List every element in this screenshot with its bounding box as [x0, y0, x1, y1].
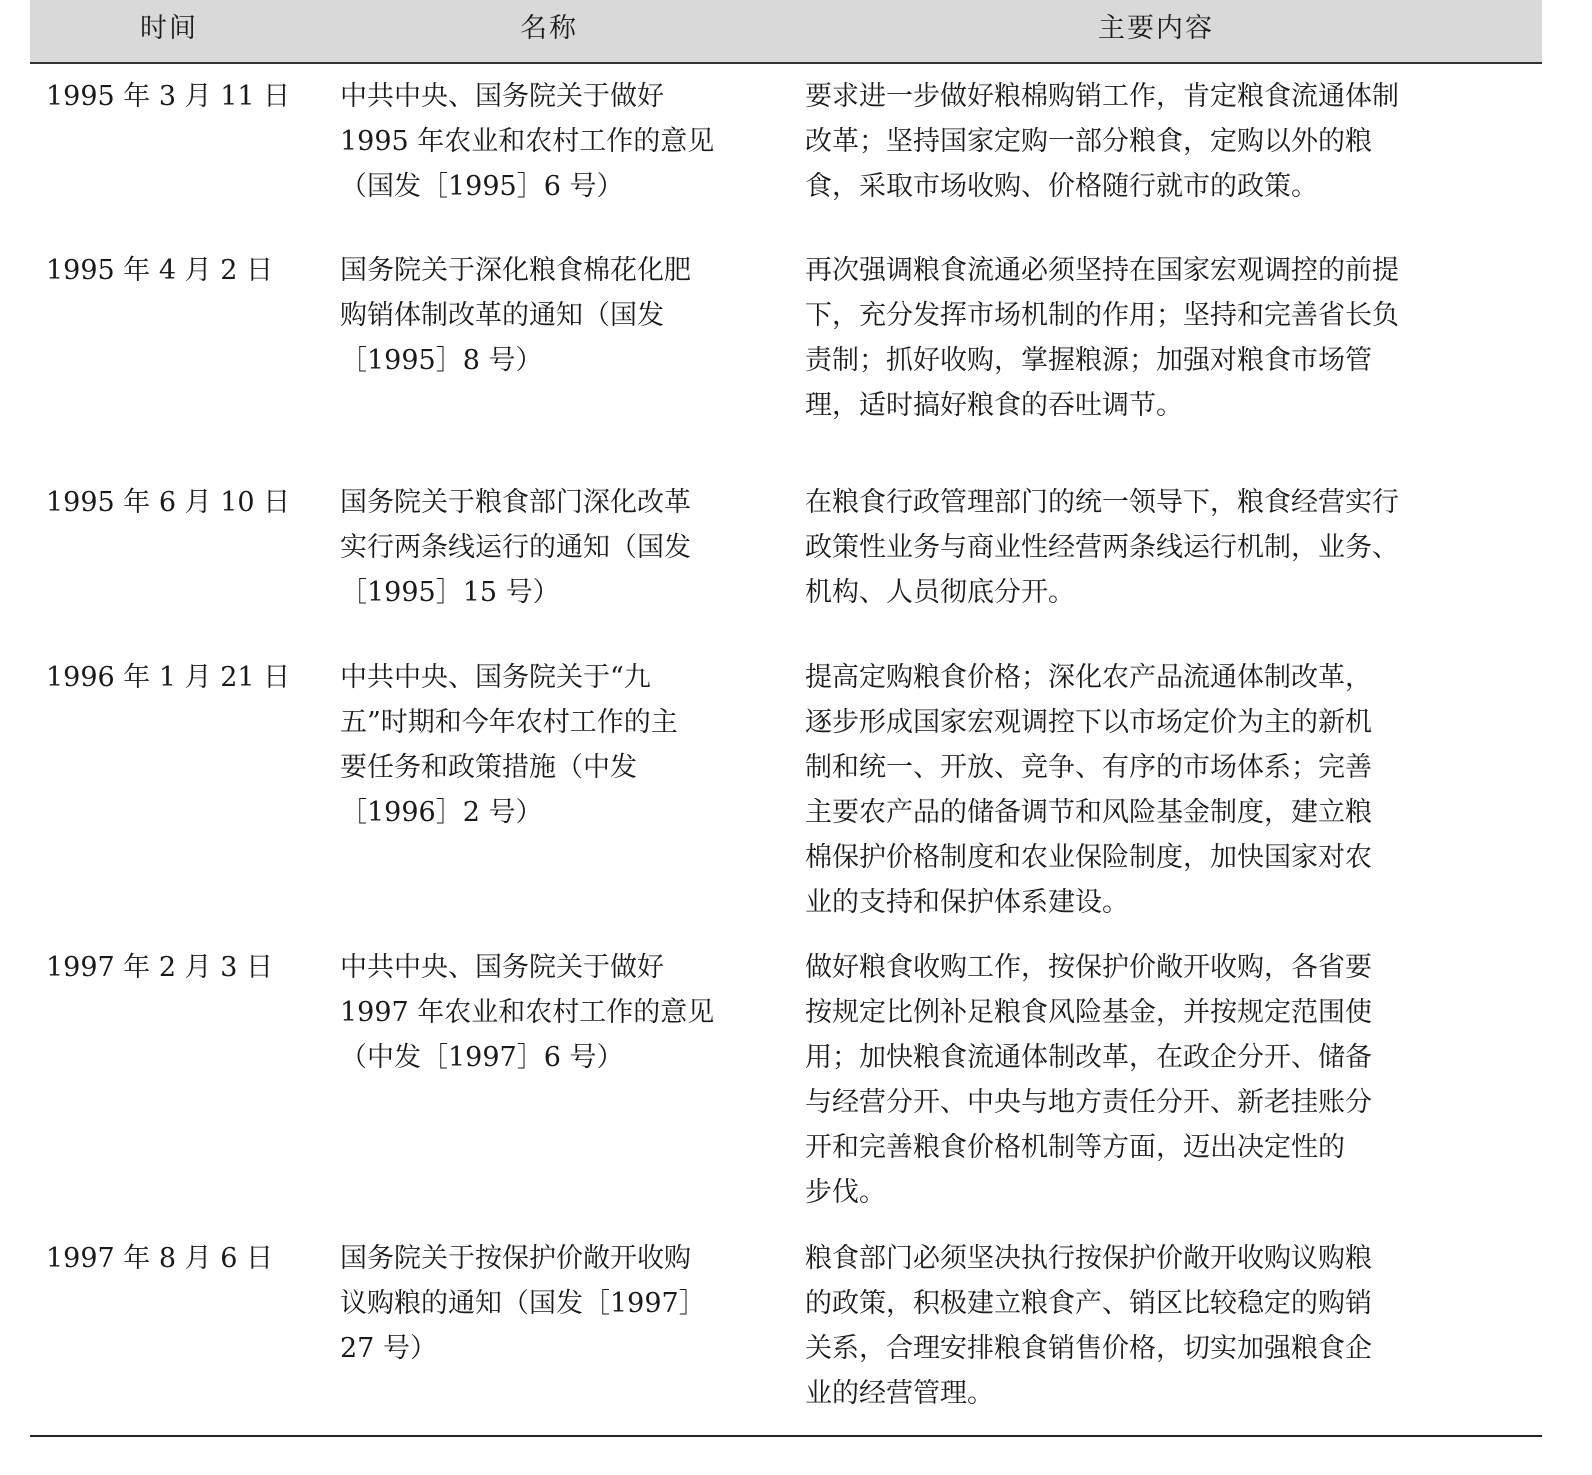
row-content: 提高定购粮食价格；深化农产品流通体制改革， 逐步形成国家宏观调控下以市场定价为主的新机 制和统一、开放、竞争、有序的市场体系；完善 主要农产品的储备调节和风险基金制度，建立粮 棉保护价格制度和农业保险制度，加快国家对农 业的支持和保护体系建设。 [805, 662, 1372, 918]
row-date: 1996 年 1 月 21 日 [46, 662, 291, 693]
row-date: 1995 年 6 月 10 日 [46, 487, 291, 518]
row-content: 粮食部门必须坚决执行按保护价敞开收购议购粮 的政策，积极建立粮食产、销区比较稳定的购销 关系，合理安排粮食销售价格，切实加强粮食企 业的经营管理。 [805, 1243, 1372, 1409]
row-title: 国务院关于深化粮食棉花化肥 购销体制改革的通知（国发 ［1995］8 号） [340, 255, 691, 376]
header-time: 时间 [140, 13, 198, 44]
row-date: 1995 年 3 月 11 日 [46, 81, 291, 112]
row-content: 做好粮食收购工作，按保护价敞开收购，各省要 按规定比例补足粮食风险基金，并按规定范围使 用；加快粮食流通体制改革，在政企分开、储备 与经营分开、中央与地方责任分开、新老挂账分 开和完善粮食价格机制等方面，迈出决定性的 步伐。 [805, 952, 1372, 1208]
row-title: 中共中央、国务院关于做好 1997 年农业和农村工作的意见 （中发［1997］6 号） [340, 952, 715, 1073]
row-title: 国务院关于粮食部门深化改革 实行两条线运行的通知（国发 ［1995］15 号） [340, 487, 691, 608]
row-title: 中共中央、国务院关于做好 1995 年农业和农村工作的意见 （国发［1995］6 号） [340, 81, 715, 202]
row-date: 1997 年 8 月 6 日 [46, 1243, 273, 1274]
policy-table [30, 0, 1542, 1409]
table-bottom-rule [30, 1435, 1542, 1437]
header-name: 名称 [520, 13, 578, 44]
row-content: 在粮食行政管理部门的统一领导下，粮食经营实行 政策性业务与商业性经营两条线运行机制，业务、 机构、人员彻底分开。 [805, 487, 1399, 608]
row-title: 国务院关于按保护价敞开收购 议购粮的通知（国发［1997］ 27 号） [340, 1243, 706, 1364]
row-date: 1997 年 2 月 3 日 [46, 952, 273, 983]
row-title: 中共中央、国务院关于“九 五”时期和今年农村工作的主 要任务和政策措施（中发 ［1996］2 号） [340, 662, 678, 828]
table-header [30, 0, 1542, 64]
row-content: 再次强调粮食流通必须坚持在国家宏观调控的前提 下，充分发挥市场机制的作用；坚持和完善省长负 责制；抓好收购，掌握粮源；加强对粮食市场管 理，适时搞好粮食的吞吐调节。 [805, 255, 1399, 421]
row-content: 要求进一步做好粮棉购销工作，肯定粮食流通体制 改革；坚持国家定购一部分粮食，定购以外的粮 食，采取市场收购、价格随行就市的政策。 [805, 81, 1399, 202]
header-content: 主要内容 [1098, 13, 1214, 44]
row-date: 1995 年 4 月 2 日 [46, 255, 273, 286]
